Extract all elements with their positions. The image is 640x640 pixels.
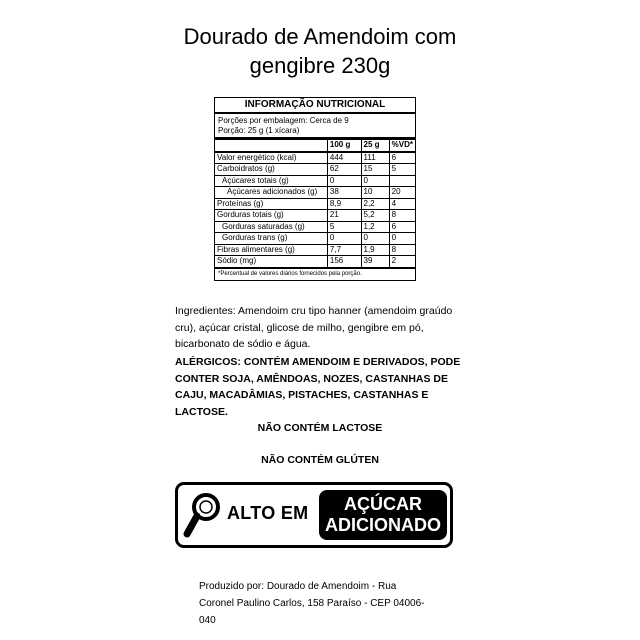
value-100g: 8,9	[327, 198, 361, 210]
table-row	[215, 198, 415, 210]
column-header-25g: 25 g	[361, 140, 389, 152]
nutrient-label: Proteínas (g)	[215, 198, 327, 210]
nutrient-label: Gorduras totais (g)	[215, 210, 327, 222]
value-100g: 62	[327, 164, 361, 176]
value-100g: 444	[327, 152, 361, 164]
warning-seal	[175, 482, 453, 548]
value-100g: 5	[327, 221, 361, 233]
seal-high-in-text: ALTO EM	[227, 503, 309, 523]
value-serving: 1,9	[361, 244, 389, 256]
value-serving: 10	[361, 187, 389, 199]
value-vd: 20	[389, 187, 415, 199]
product-title-line1: Dourado de Amendoim com	[183, 24, 457, 49]
value-100g: 21	[327, 210, 361, 222]
table-row	[215, 256, 415, 268]
value-100g: 7,7	[327, 244, 361, 256]
value-100g: 0	[327, 233, 361, 245]
ingredients-text: Ingredientes: Amendoim cru tipo hanner (amendoim graúdo cru), açúcar cristal, glicose de milho, gengibre em pó, bicarbonato de sódio e água.	[175, 305, 453, 350]
nutrient-label: Carboidratos (g)	[215, 164, 327, 176]
nutrition-facts-table	[214, 97, 416, 281]
value-vd: 8	[389, 244, 415, 256]
value-vd: 2	[389, 256, 415, 268]
seal-nutrient-line2: ADICIONADO	[325, 515, 441, 535]
servings-per-package: Porções por embalagem: Cerca de 9	[218, 116, 349, 125]
nutrient-label: Gorduras saturadas (g)	[215, 221, 327, 233]
gluten-free-notice: NÃO CONTÉM GLÚTEN	[261, 454, 379, 466]
table-row	[215, 152, 415, 164]
product-title	[0, 22, 640, 80]
serving-info	[215, 114, 415, 140]
value-serving: 2,2	[361, 198, 389, 210]
value-serving: 5,2	[361, 210, 389, 222]
value-serving: 0	[361, 233, 389, 245]
column-header-100g: 100 g	[327, 140, 361, 152]
value-serving: 15	[361, 164, 389, 176]
value-vd: 6	[389, 221, 415, 233]
value-vd: 5	[389, 164, 415, 176]
nutrition-heading: INFORMAÇÃO NUTRICIONAL	[215, 98, 415, 114]
lactose-free-notice: NÃO CONTÉM LACTOSE	[257, 422, 383, 434]
seal-nutrient-line1: AÇÚCAR	[344, 494, 422, 514]
column-header-vd: %VD*	[389, 140, 415, 152]
value-vd: 6	[389, 152, 415, 164]
value-vd	[389, 175, 415, 187]
nutrient-label: Fibras alimentares (g)	[215, 244, 327, 256]
value-serving: 1,2	[361, 221, 389, 233]
table-row	[215, 164, 415, 176]
value-serving: 0	[361, 175, 389, 187]
serving-size: Porção: 25 g (1 xícara)	[218, 126, 300, 135]
seal-nutrient-box	[319, 490, 447, 540]
nutrition-values	[215, 140, 415, 269]
value-serving: 39	[361, 256, 389, 268]
product-title-line2: gengibre 230g	[249, 53, 391, 78]
nutrient-label: Gorduras trans (g)	[215, 233, 327, 245]
producer-address: Produzido por: Dourado de Amendoim - Rua Coronel Paulino Carlos, 158 Paraíso - CEP 04006-040	[199, 581, 425, 626]
nutrition-header-row	[215, 140, 415, 152]
nutrient-label: Açúcares totais (g)	[215, 175, 327, 187]
table-row	[215, 233, 415, 245]
table-row	[215, 221, 415, 233]
value-serving: 111	[361, 152, 389, 164]
table-row	[215, 210, 415, 222]
table-row	[215, 187, 415, 199]
nutrient-label: Açúcares adicionados (g)	[215, 187, 327, 199]
value-100g: 156	[327, 256, 361, 268]
table-row	[215, 175, 415, 187]
nutrient-label: Valor energético (kcal)	[215, 152, 327, 164]
value-vd: 8	[389, 210, 415, 222]
nutrient-label: Sódio (mg)	[215, 256, 327, 268]
value-vd: 4	[389, 198, 415, 210]
table-row	[215, 244, 415, 256]
value-vd: 0	[389, 233, 415, 245]
allergens-text: ALÉRGICOS: CONTÉM AMENDOIM E DERIVADOS, PODE CONTER SOJA, AMÊNDOAS, NOZES, CASTANHAS DE CAJU, MACADÂMIAS, PISTACHES, CASTANHAS E LACTOSE.	[175, 356, 461, 418]
nutrition-footnote: *Percentual de valores diários fornecidos pela porção.	[218, 270, 362, 277]
column-header-label	[215, 140, 327, 152]
magnifier-icon	[182, 489, 226, 543]
value-100g: 38	[327, 187, 361, 199]
value-100g: 0	[327, 175, 361, 187]
